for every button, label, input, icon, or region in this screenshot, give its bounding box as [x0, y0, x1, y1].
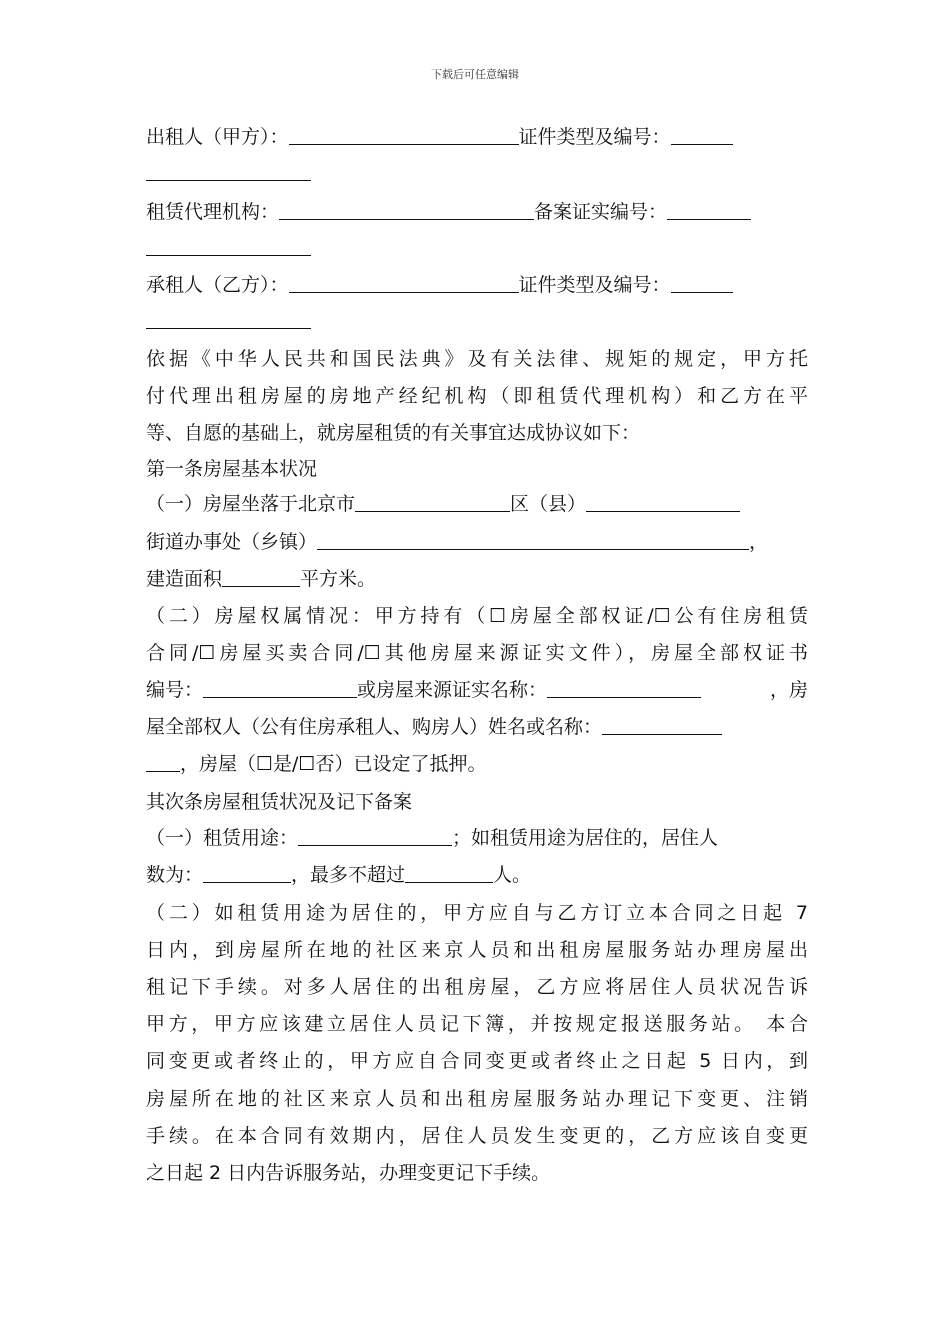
area-unit: 平方米。 — [300, 568, 377, 590]
registration-line-8: 之日起 2 日内告诉服务站，办理变更记下手续。 — [146, 1162, 551, 1184]
usage-line — [146, 825, 808, 851]
area-label: 建造面积 — [146, 568, 223, 590]
filing-blank[interactable] — [667, 200, 751, 220]
owner-name-blank-cont[interactable] — [146, 752, 180, 772]
owner-name-label: 屋全部权人（公有住房承租人、购房人）姓名或名称： — [146, 716, 603, 738]
occupants-line — [146, 862, 808, 888]
ownership-line-5 — [146, 751, 808, 777]
ownership-line-2: 合同/☐房屋买卖合同/☐其他房屋来源证实文件），房屋全部权证书 — [146, 642, 808, 664]
street-comma: ， — [749, 531, 769, 553]
area-blank[interactable] — [222, 567, 300, 587]
usage-blank[interactable] — [298, 826, 452, 846]
agency-blank[interactable] — [279, 200, 534, 220]
occupants-label: 数为： — [146, 864, 204, 886]
street-blank[interactable] — [317, 530, 749, 550]
area-line — [146, 566, 808, 592]
registration-line-6: 房屋所在地的社区来京人员和出租房屋服务站办理记下变更、注销 — [146, 1088, 808, 1110]
agency-line — [146, 199, 808, 225]
lessor-label: 出租人（甲方）： — [146, 126, 289, 148]
lessor-id-blank-cont[interactable] — [146, 161, 311, 181]
street-label: 街道办事处（乡镇） — [146, 531, 318, 553]
street-line — [146, 529, 808, 555]
lessee-id-label: 证件类型及编号： — [518, 274, 671, 296]
ownership-line-3-tail: ，房 — [769, 679, 808, 701]
registration-line-4: 甲方，甲方应该建立居住人员记下簿，并按规定报送服务站。 本合 — [146, 1013, 808, 1035]
lessee-id-continue — [146, 308, 808, 334]
registration-line-1: （二）如租赁用途为居住的，甲方应自与乙方订立本合同之日起 7 — [146, 902, 808, 924]
cert-no-label: 编号： — [146, 679, 204, 701]
source-name-blank[interactable] — [547, 678, 701, 698]
location-line — [146, 491, 808, 517]
registration-line-7: 手续。在本合同有效期内，居住人员发生变更的，乙方应该自变更 — [146, 1125, 808, 1147]
lessor-id-continue — [146, 160, 808, 186]
ownership-line-1: （二）房屋权属情况：甲方持有（☐房屋全部权证/☐公有住房租赁 — [146, 605, 808, 627]
registration-line-3: 租记下手续。对多人居住的出租房屋，乙方应将居住人员状况告诉 — [146, 976, 808, 998]
registration-line-5: 同变更或者终止的，甲方应自合同变更或者终止之日起 5 日内，到 — [146, 1050, 808, 1072]
filing-blank-cont[interactable] — [146, 236, 311, 256]
lessee-blank[interactable] — [289, 273, 519, 293]
mortgage-text: ，房屋（☐是/☐否）已设定了抵押。 — [180, 753, 487, 775]
intro-line-1: 依据《中华人民共和国民法典》及有关法律、规矩的规定，甲方托 — [146, 348, 808, 370]
cert-no-blank[interactable] — [203, 678, 357, 698]
district-label: 区（县） — [510, 493, 587, 515]
lessee-line — [146, 272, 808, 298]
lessor-line — [146, 124, 808, 150]
article-2-heading: 其次条房屋租赁状况及记下备案 — [146, 791, 413, 813]
agency-label: 租赁代理机构： — [146, 201, 280, 223]
occupants-unit: 人。 — [493, 864, 532, 886]
ownership-line-3 — [146, 677, 808, 703]
article-1-heading: 第一条房屋基本状况 — [146, 458, 318, 480]
lessee-id-blank[interactable] — [671, 273, 733, 293]
filing-continue — [146, 235, 808, 261]
ownership-line-4 — [146, 714, 808, 740]
county-blank[interactable] — [586, 492, 740, 512]
max-blank[interactable] — [405, 863, 493, 883]
occupants-blank[interactable] — [203, 863, 291, 883]
district-blank[interactable] — [355, 492, 510, 512]
source-name-label: 或房屋来源证实名称： — [357, 679, 548, 701]
usage-tail: ；如租赁用途为居住的，居住人 — [452, 827, 719, 849]
lessor-blank[interactable] — [289, 125, 519, 145]
location-label: （一）房屋坐落于北京市 — [146, 493, 356, 515]
lessor-id-label: 证件类型及编号： — [518, 126, 671, 148]
lessee-id-blank-cont[interactable] — [146, 309, 311, 329]
lessee-label: 承租人（乙方）： — [146, 274, 289, 296]
usage-label: （一）租赁用途： — [146, 827, 299, 849]
intro-line-3: 等、自愿的基础上，就房屋租赁的有关事宜达成协议如下： — [146, 422, 641, 444]
registration-line-2: 日内，到房屋所在地的社区来京人员和出租房屋服务站办理房屋出 — [146, 939, 808, 961]
intro-line-2: 付代理出租房屋的房地产经纪机构（即租赁代理机构）和乙方在平 — [146, 385, 808, 407]
owner-name-blank[interactable] — [602, 715, 722, 735]
filing-label: 备案证实编号： — [534, 201, 668, 223]
lessor-id-blank[interactable] — [671, 125, 733, 145]
max-label: ，最多不超过 — [291, 864, 406, 886]
page-header: 下载后可任意编辑 — [431, 68, 519, 81]
